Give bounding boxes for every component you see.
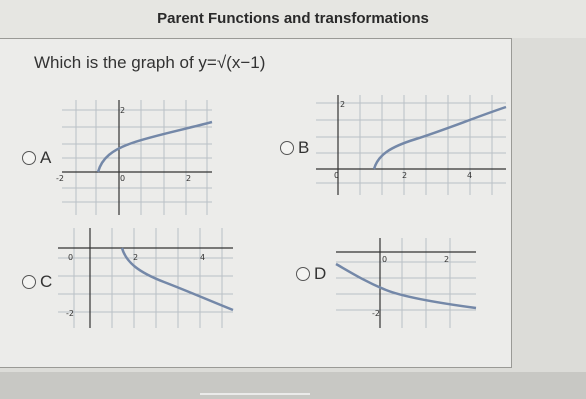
- option-d-radio[interactable]: [296, 264, 326, 284]
- function-curve: [98, 122, 212, 172]
- tick-label: 4: [467, 171, 473, 180]
- tick-label: -2: [66, 309, 74, 318]
- radio-circle-icon[interactable]: [280, 141, 294, 155]
- tick-label: 2: [402, 171, 408, 180]
- graph-option-d[interactable]: [336, 238, 476, 328]
- tick-label: 0: [120, 174, 126, 183]
- radio-circle-icon[interactable]: [22, 151, 36, 165]
- grid: [62, 100, 212, 215]
- graph-option-c[interactable]: [58, 228, 233, 328]
- graph-option-a[interactable]: [56, 100, 212, 215]
- tick-label: -2: [56, 174, 64, 183]
- function-curve: [336, 264, 476, 308]
- tick-label: 2: [444, 255, 450, 264]
- option-b-radio[interactable]: [280, 138, 309, 158]
- option-label: A: [40, 148, 52, 167]
- tick-label: 2: [186, 174, 192, 183]
- tick-label: 2: [120, 106, 126, 115]
- graph-option-b[interactable]: [316, 95, 506, 195]
- radio-circle-icon[interactable]: [296, 267, 310, 281]
- grid: [58, 228, 233, 328]
- tick-label: 2: [133, 253, 139, 262]
- option-a-radio[interactable]: [22, 148, 51, 168]
- option-label: B: [298, 138, 310, 157]
- tick-label: -2: [372, 309, 380, 318]
- option-label: C: [40, 272, 53, 291]
- radio-circle-icon[interactable]: [22, 275, 36, 289]
- tick-label: 2: [340, 100, 346, 109]
- option-label: D: [314, 264, 327, 283]
- option-c-radio[interactable]: [22, 272, 52, 292]
- function-curve: [374, 107, 506, 169]
- bottom-divider: [200, 393, 310, 395]
- tick-label: 0: [382, 255, 388, 264]
- tick-label: 0: [68, 253, 74, 262]
- tick-label: 0: [334, 171, 340, 180]
- tick-label: 4: [200, 253, 206, 262]
- question-text: Which is the graph of y=√(x−1): [34, 53, 266, 72]
- page-title: Parent Functions and transformations: [157, 10, 429, 27]
- grid: [316, 95, 506, 195]
